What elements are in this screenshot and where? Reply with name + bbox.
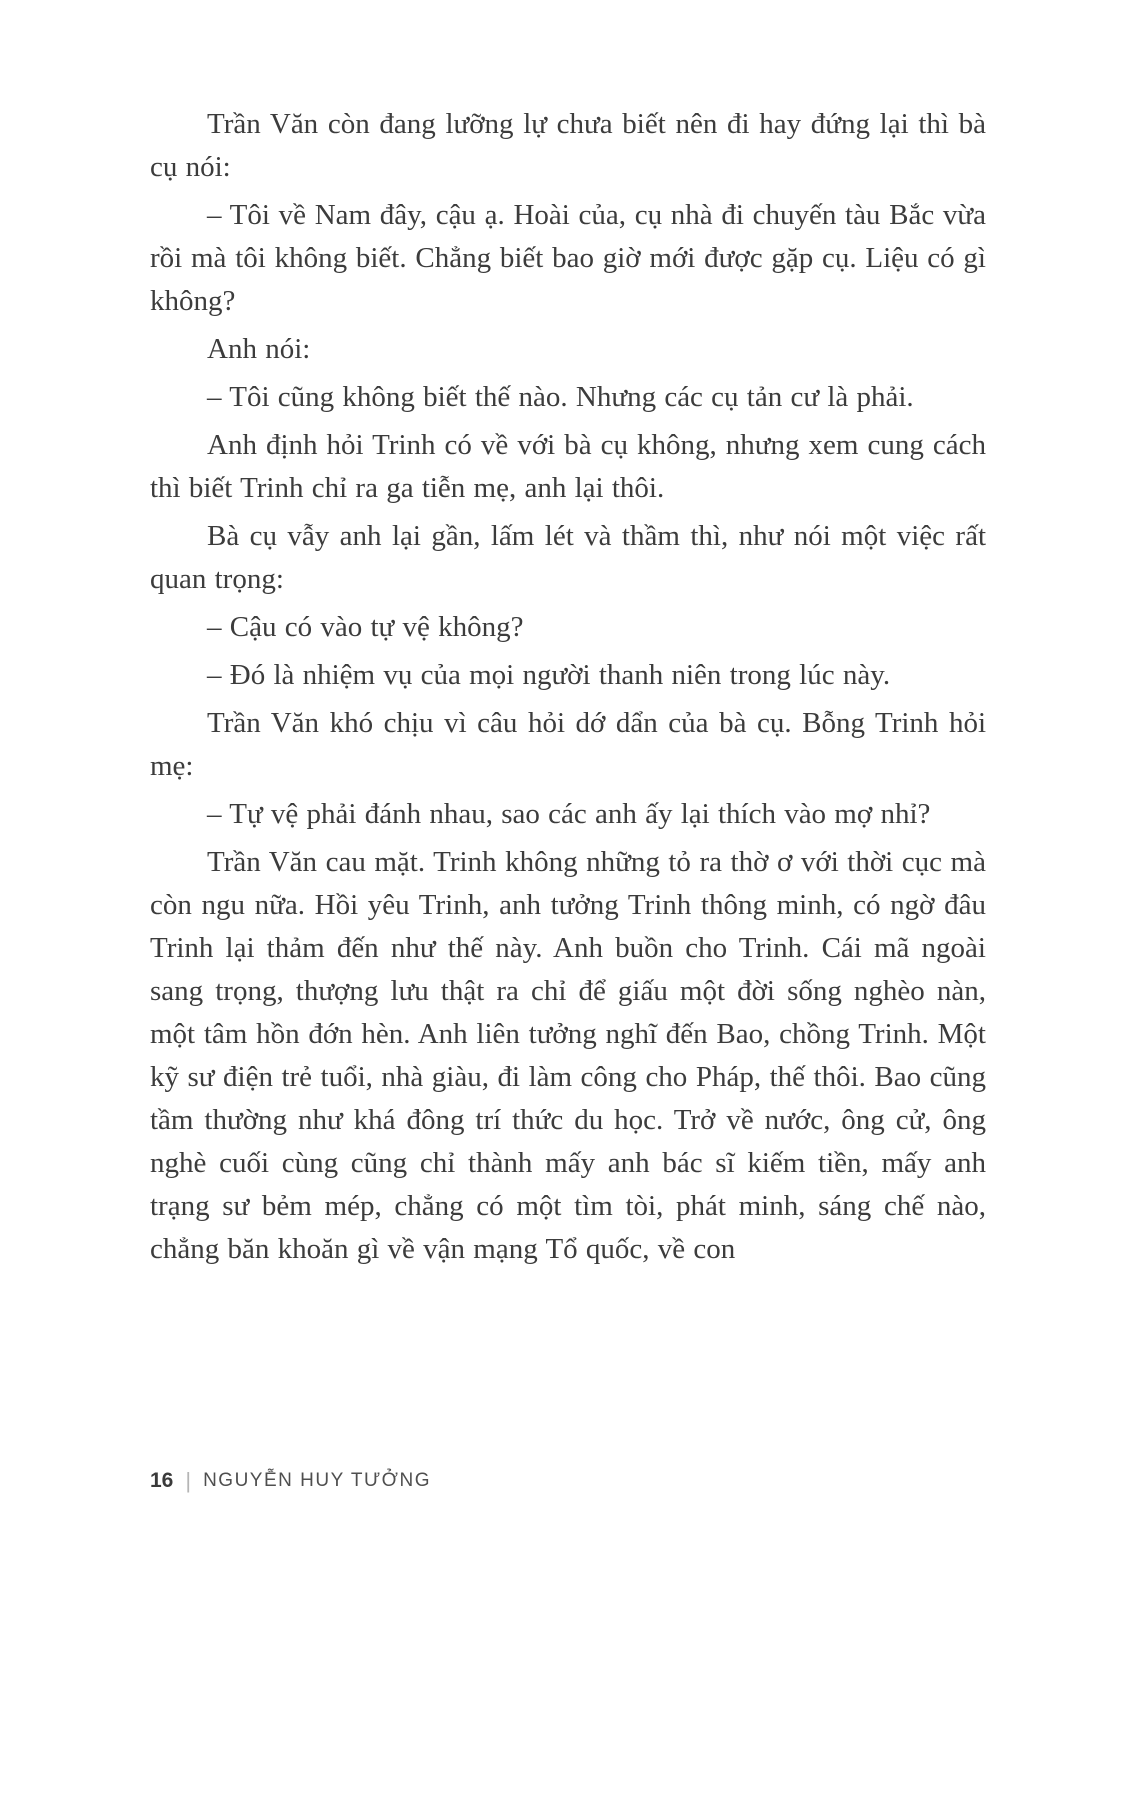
paragraph: Anh định hỏi Trinh có về với bà cụ không, nhưng xem cung cách thì biết Trinh chỉ ra ga tiễn mẹ, anh lại thôi.: [150, 429, 986, 504]
paragraph: Trần Văn còn đang lưỡng lự chưa biết nên đi hay đứng lại thì bà cụ nói:: [150, 108, 986, 183]
paragraph: Anh nói:: [207, 333, 311, 365]
paragraph: Trần Văn cau mặt. Trinh không những tỏ ra thờ ơ với thời cục mà còn ngu nữa. Hồi yêu Trinh, anh tưởng Trinh thông minh, có ngờ đâu Trinh lại thảm đến như thế này. Anh buồn cho Trinh. Cái mã ngoài sang trọng, thượng lưu thật ra chỉ để giấu một đời sống nghèo nàn, một tâm hồn đớn hèn. Anh liên tưởng nghĩ đến Bao, chồng Trinh. Một kỹ sư điện trẻ tuổi, nhà giàu, đi làm công cho Pháp, thế thôi. Bao cũng tầm thường như khá đông trí thức du học. Trở về nước, ông cử, ông nghè cuối cùng cũng chỉ thành mấy anh bác sĩ kiếm tiền, mấy anh trạng sư bẻm mép, chẳng có một tìm tòi, phát minh, sáng chế nào, chẳng băn khoăn gì về vận mạng Tổ quốc, về con: [150, 846, 986, 1265]
paragraph: – Đó là nhiệm vụ của mọi người thanh niên trong lúc này.: [207, 659, 891, 691]
footer-author: NGUYỄN HUY TƯỞNG: [203, 1470, 431, 1491]
paragraph: – Tôi về Nam đây, cậu ạ. Hoài của, cụ nhà đi chuyến tàu Bắc vừa rồi mà tôi không biết. Chẳng biết bao giờ mới được gặp cụ. Liệu có gì không?: [150, 199, 986, 317]
footer-divider: |: [185, 1468, 192, 1493]
paragraph: – Tự vệ phải đánh nhau, sao các anh ấy lại thích vào mợ nhỉ?: [207, 798, 931, 830]
paragraph: Trần Văn khó chịu vì câu hỏi dớ dẩn của bà cụ. Bỗng Trinh hỏi mẹ:: [150, 707, 986, 782]
page-footer: [150, 1468, 431, 1494]
paragraph: Bà cụ vẫy anh lại gần, lấm lét và thầm thì, như nói một việc rất quan trọng:: [150, 520, 986, 595]
page-number: 16: [150, 1469, 174, 1492]
page-text: [150, 103, 986, 1276]
paragraph: – Tôi cũng không biết thế nào. Nhưng các cụ tản cư là phải.: [207, 381, 914, 413]
paragraph: – Cậu có vào tự vệ không?: [207, 611, 524, 643]
